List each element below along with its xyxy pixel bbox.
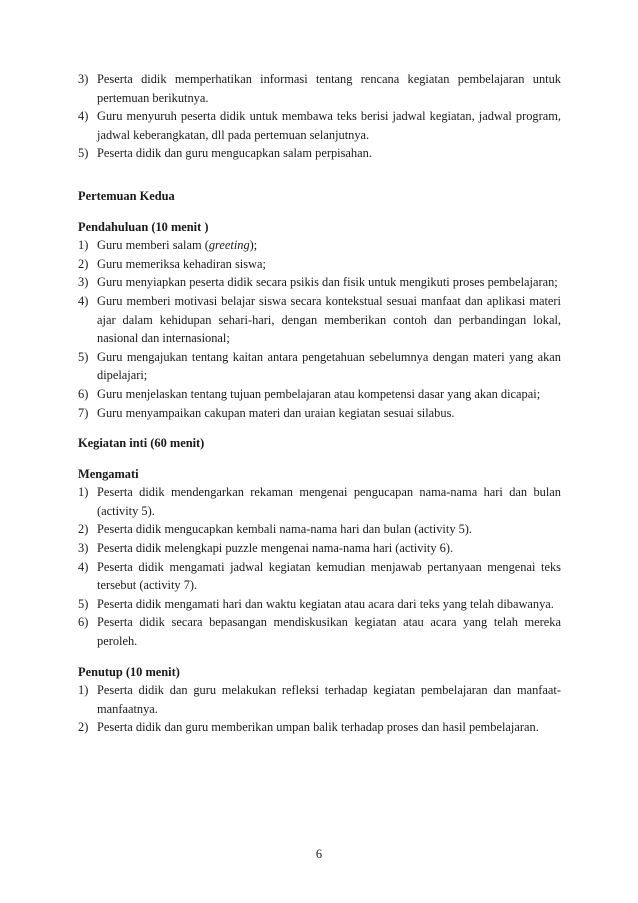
item-text-after: ); (249, 238, 258, 253)
list-item (78, 613, 561, 650)
list-item (78, 70, 561, 107)
list-item (78, 404, 561, 423)
item-text: Peserta didik mengamati hari dan waktu kegiatan atau acara dari teks yang telah dibawanya. (97, 596, 554, 611)
list-item (78, 520, 561, 539)
item-text: Peserta didik mengamati jadwal kegiatan kemudian menjawab pertanyaan mengenai teks tersebut (activity 7). (97, 559, 561, 593)
item-text: Guru mengajukan tentang kaitan antara pengetahuan sebelumnya dengan materi yang akan dipelajari; (97, 349, 561, 383)
pendahuluan-list (78, 236, 561, 422)
kegiatan-inti-heading: Kegiatan inti (60 menit) (78, 436, 205, 451)
list-item (78, 539, 561, 558)
list-item (78, 558, 561, 595)
item-number: 3) (78, 275, 89, 290)
list-item (78, 385, 561, 404)
item-text: Peserta didik memperhatikan informasi tentang rencana kegiatan pembelajaran untuk pertemuan berikutnya. (97, 72, 561, 105)
item-text: Peserta didik dan guru melakukan refleksi terhadap kegiatan pembelajaran dan manfaat-manfaatnya. (97, 683, 561, 716)
item-text: Peserta didik dan guru mengucapkan salam perpisahan. (97, 146, 372, 161)
item-number: 5) (78, 146, 89, 161)
item-text: Peserta didik mengucapkan kembali nama-nama hari dan bulan (activity 5). (97, 522, 473, 537)
item-number: 4) (78, 293, 89, 308)
item-number: 1) (78, 238, 89, 253)
pendahuluan-heading: Pendahuluan (10 menit ) (78, 219, 209, 234)
list-item (78, 348, 561, 385)
item-text: Guru memberi motivasi belajar siswa secara kontekstual sesuai manfaat dan aplikasi materi ajar dalam kehidupan sehari-hari, dengan memberikan contoh dan perbandingan lokal, nasional dan internasional; (97, 293, 561, 346)
item-number: 4) (78, 559, 89, 574)
item-text: Peserta didik mendengarkan rekaman mengenai pengucapan nama-nama hari dan bulan (activity 5). (97, 485, 561, 518)
mengamati-heading: Mengamati (78, 466, 139, 481)
item-text: Guru menyampaikan cakupan materi dan uraian kegiatan sesuai silabus. (97, 405, 455, 420)
item-text: Guru menyuruh peserta didik untuk membawa teks berisi jadwal kegiatan, jadwal program, jadwal keberangkatan, dll pada pertemuan selanjutnya. (97, 109, 561, 142)
penutup-list (78, 681, 561, 737)
item-text: Peserta didik dan guru memberikan umpan balik terhadap proses dan hasil pembelajaran. (97, 720, 539, 735)
item-number: 7) (78, 405, 89, 420)
item-number: 5) (78, 596, 89, 611)
list-item (78, 273, 561, 292)
document-page (78, 70, 561, 737)
mengamati-list (78, 483, 561, 650)
item-number: 3) (78, 72, 89, 86)
intro-list (78, 70, 561, 163)
item-number: 1) (78, 683, 89, 698)
meeting-title: Pertemuan Kedua (78, 188, 175, 203)
list-item (78, 236, 561, 255)
list-item (78, 718, 561, 737)
list-item (78, 483, 561, 520)
item-number: 4) (78, 109, 89, 124)
list-item (78, 681, 561, 718)
penutup-heading: Penutup (10 menit) (78, 664, 180, 679)
item-text: Guru memeriksa kehadiran siswa; (97, 256, 266, 271)
item-number: 6) (78, 615, 89, 630)
item-text: Guru menyiapkan peserta didik secara psikis dan fisik untuk mengikuti proses pembelajaran; (97, 275, 558, 290)
item-number: 2) (78, 256, 89, 271)
list-item (78, 255, 561, 274)
list-item (78, 595, 561, 614)
item-number: 2) (78, 522, 89, 537)
item-number: 6) (78, 386, 89, 401)
item-text-before: Guru memberi salam ( (97, 238, 209, 253)
item-text: Peserta didik secara bepasangan mendiskusikan kegiatan atau acara yang telah mereka peroleh. (97, 615, 561, 649)
item-number: 1) (78, 485, 89, 500)
item-text: Peserta didik melengkapi puzzle mengenai nama-nama hari (activity 6). (97, 541, 454, 556)
item-number: 5) (78, 349, 89, 364)
list-item (78, 144, 561, 163)
list-item (78, 292, 561, 348)
item-text: Guru menjelaskan tentang tujuan pembelajaran atau kompetensi dasar yang akan dicapai; (97, 386, 541, 401)
item-number: 3) (78, 541, 89, 556)
item-text-emphasis: greeting (208, 238, 250, 253)
item-number: 2) (78, 720, 89, 735)
list-item (78, 107, 561, 144)
page-number: 6 (315, 847, 323, 861)
